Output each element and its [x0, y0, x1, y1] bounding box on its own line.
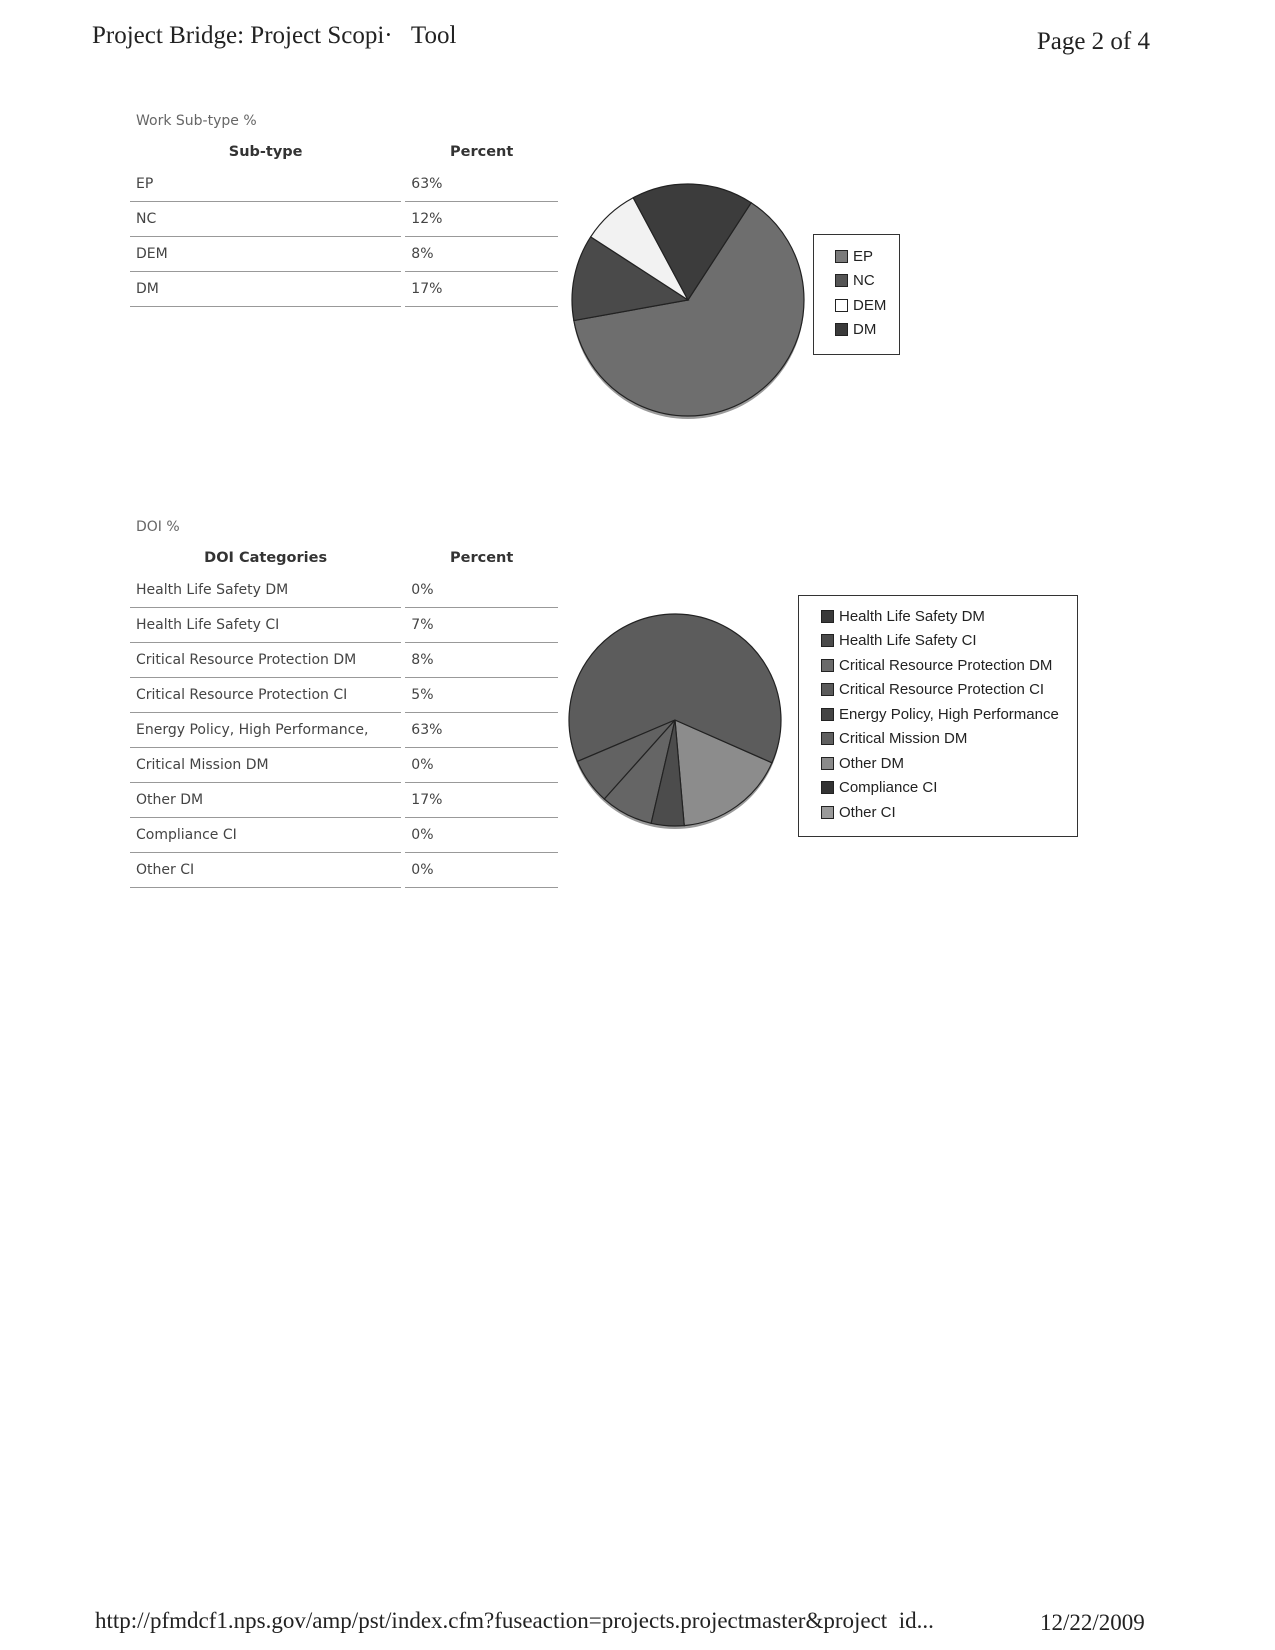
table-row	[130, 678, 558, 713]
legend-item	[835, 318, 899, 343]
legend-item	[835, 269, 899, 294]
legend-swatch	[821, 806, 834, 819]
document-title: Project Bridge: Project Scopi· Tool	[92, 22, 457, 49]
row-category: Other DM	[130, 783, 401, 818]
legend-label: Other DM	[839, 754, 905, 772]
legend-item	[821, 800, 1077, 825]
legend-swatch	[821, 610, 834, 623]
page-url: http://pfmdcf1.nps.gov/amp/pst/index.cfm?fuseaction=projects.projectmaster&project id...	[95, 1608, 934, 1633]
row-percent: 7%	[405, 608, 558, 643]
table-row	[130, 608, 558, 643]
legend-swatch	[835, 274, 848, 287]
legend-swatch	[821, 708, 834, 721]
row-category: NC	[130, 202, 401, 237]
row-category: DEM	[130, 237, 401, 272]
legend-swatch	[821, 781, 834, 794]
row-category: Critical Mission DM	[130, 748, 401, 783]
legend-swatch	[821, 683, 834, 696]
legend-swatch	[821, 732, 834, 745]
row-percent: 0%	[405, 573, 558, 608]
row-percent: 0%	[405, 748, 558, 783]
row-percent: 63%	[405, 713, 558, 748]
row-category: Compliance CI	[130, 818, 401, 853]
table-row	[130, 643, 558, 678]
legend-label: Other CI	[839, 803, 896, 821]
legend-item	[821, 604, 1077, 629]
column-header-percent: Percent	[449, 550, 514, 566]
row-percent: 0%	[405, 818, 558, 853]
legend-item	[821, 678, 1077, 703]
legend-swatch	[835, 299, 848, 312]
work-subtype-table	[130, 137, 558, 307]
legend-item	[821, 776, 1077, 801]
column-header-doi-categories: DOI Categories	[204, 550, 328, 566]
legend-label: EP	[853, 247, 874, 265]
legend-label: Compliance CI	[839, 779, 938, 797]
table-row	[130, 202, 558, 237]
doi-pie-chart	[565, 610, 785, 830]
legend-item	[821, 727, 1077, 752]
table-row	[130, 748, 558, 783]
legend-label: Critical Resource Protection DM	[839, 656, 1053, 674]
legend-swatch	[821, 659, 834, 672]
row-category: Other CI	[130, 853, 401, 888]
doi-section-label: DOI %	[136, 519, 180, 535]
doi-legend	[798, 595, 1078, 837]
row-percent: 12%	[405, 202, 558, 237]
legend-label: DEM	[853, 296, 887, 314]
legend-label: DM	[853, 321, 877, 339]
row-category: DM	[130, 272, 401, 307]
table-row	[130, 713, 558, 748]
legend-item	[821, 751, 1077, 776]
work-subtype-legend	[813, 234, 900, 355]
page-number: Page 2 of 4	[1036, 28, 1150, 55]
legend-swatch	[835, 323, 848, 336]
row-percent: 0%	[405, 853, 558, 888]
legend-label: Critical Mission DM	[839, 730, 968, 748]
column-header-subtype: Sub-type	[228, 144, 303, 160]
print-date: 12/22/2009	[1040, 1610, 1145, 1635]
table-row	[130, 783, 558, 818]
legend-swatch	[835, 250, 848, 263]
table-row	[130, 853, 558, 888]
row-percent: 17%	[405, 272, 558, 307]
row-category: Critical Resource Protection CI	[130, 678, 401, 713]
legend-swatch	[821, 634, 834, 647]
legend-label: Health Life Safety CI	[839, 632, 977, 650]
table-row	[130, 272, 558, 307]
row-category: Energy Policy, High Performance,	[130, 713, 401, 748]
row-category: Health Life Safety CI	[130, 608, 401, 643]
legend-label: NC	[853, 272, 875, 290]
row-category: Health Life Safety DM	[130, 573, 401, 608]
legend-label: Critical Resource Protection CI	[839, 681, 1045, 699]
table-row	[130, 167, 558, 202]
legend-item	[821, 629, 1077, 654]
row-category: Critical Resource Protection DM	[130, 643, 401, 678]
row-percent: 5%	[405, 678, 558, 713]
legend-label: Energy Policy, High Performance	[839, 705, 1059, 723]
legend-item	[835, 244, 899, 269]
legend-item	[835, 293, 899, 318]
legend-item	[821, 653, 1077, 678]
row-percent: 63%	[405, 167, 558, 202]
row-percent: 17%	[405, 783, 558, 818]
legend-swatch	[821, 757, 834, 770]
row-percent: 8%	[405, 237, 558, 272]
row-category: EP	[130, 167, 401, 202]
column-header-percent: Percent	[449, 144, 514, 160]
work-subtype-pie-chart	[568, 180, 808, 420]
legend-item	[821, 702, 1077, 727]
doi-table	[130, 543, 558, 888]
legend-label: Health Life Safety DM	[839, 607, 985, 625]
work-subtype-section-label: Work Sub-type %	[136, 113, 257, 129]
table-row	[130, 818, 558, 853]
table-row	[130, 237, 558, 272]
table-row	[130, 573, 558, 608]
row-percent: 8%	[405, 643, 558, 678]
